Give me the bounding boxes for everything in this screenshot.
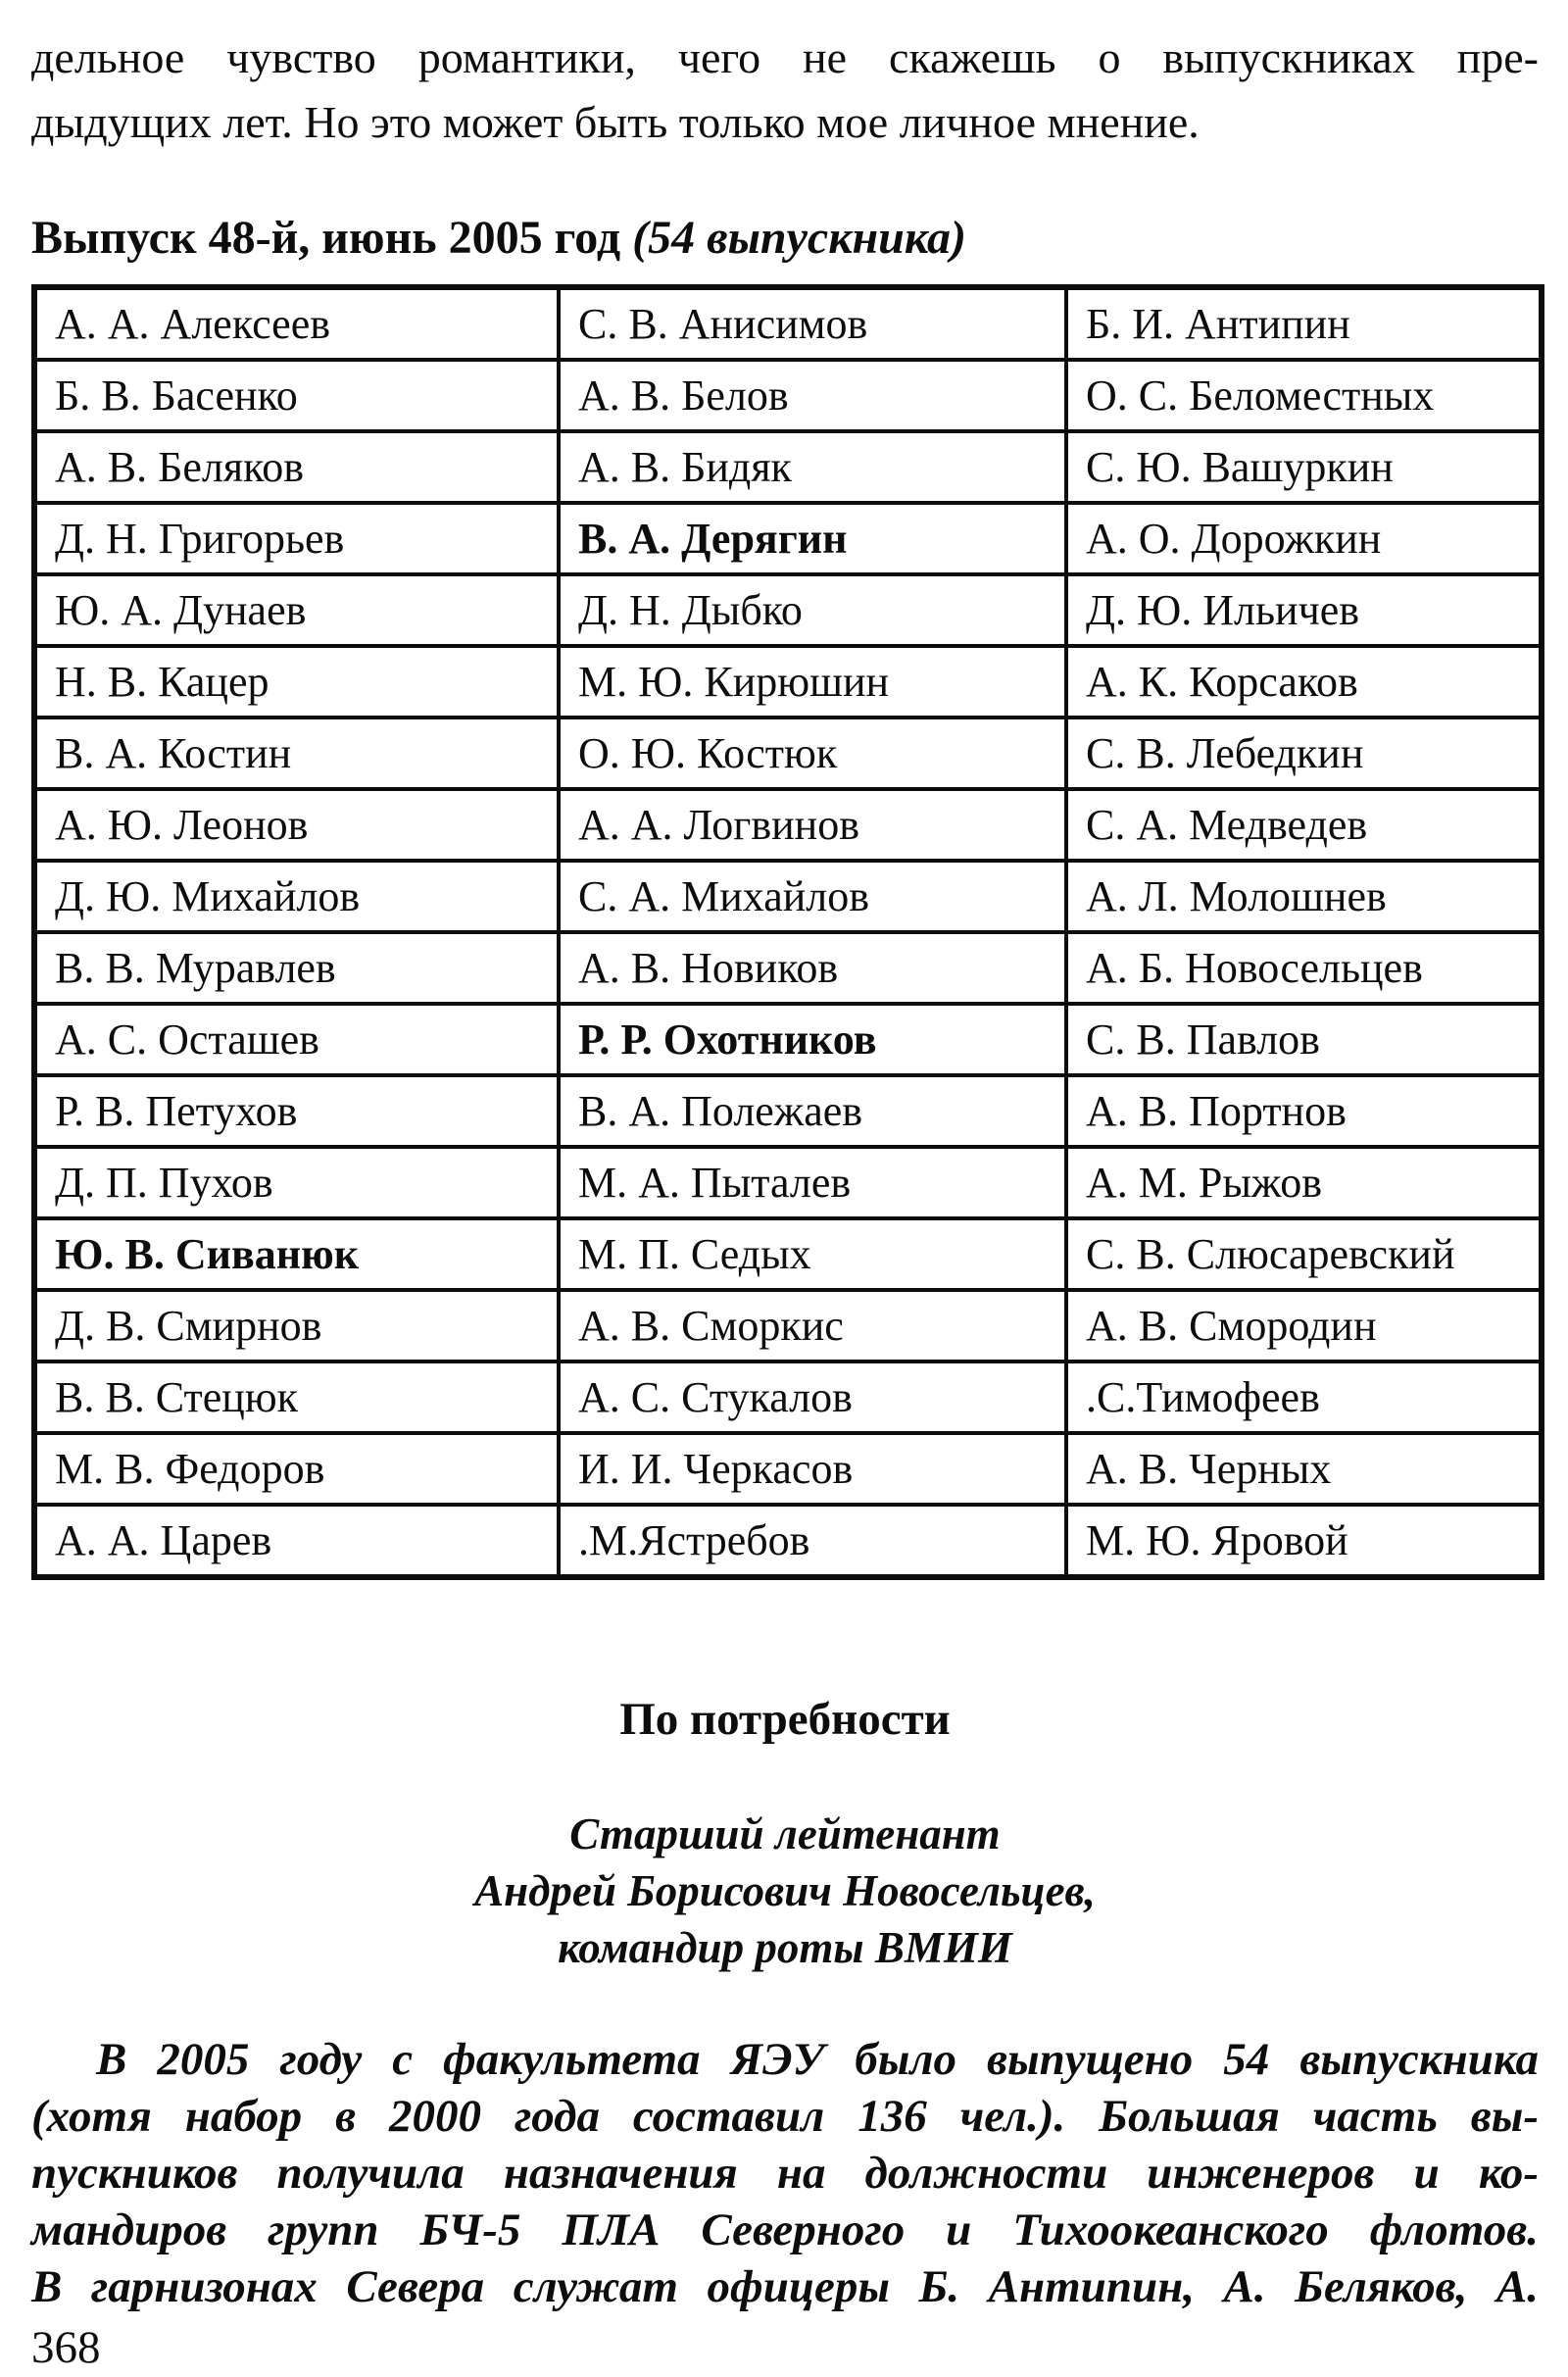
table-cell: Д. Ю. Михайлов bbox=[34, 861, 559, 932]
heading-graduate-count: (54 выпускника) bbox=[632, 212, 966, 264]
table-cell: И. И. Черкасов bbox=[559, 1433, 1066, 1505]
table-cell: Д. П. Пухов bbox=[34, 1147, 559, 1218]
outro-line-4: мандиров групп БЧ-5 ПЛА Северного и Тихоокеанского флотов. bbox=[31, 2204, 1539, 2255]
table-cell: Д. Н. Григорьев bbox=[34, 503, 559, 574]
table-cell: А. А. Алексеев bbox=[34, 287, 559, 360]
table-cell: С. А. Михайлов bbox=[559, 861, 1066, 932]
table-cell: Ю. А. Дунаев bbox=[34, 574, 559, 646]
table-cell: А. В. Портнов bbox=[1066, 1075, 1542, 1147]
table-row bbox=[34, 789, 1542, 861]
table-cell: А. А. Царев bbox=[34, 1505, 559, 1577]
table-cell: М. В. Федоров bbox=[34, 1433, 559, 1505]
signature-title: командир роты ВМИИ bbox=[558, 1923, 1012, 1972]
table-cell: С. В. Слюсаревский bbox=[1066, 1218, 1542, 1290]
outro-line-1: В 2005 году с факультета ЯЭУ было выпущено 54 выпускника bbox=[96, 2034, 1539, 2085]
table-row bbox=[34, 287, 1542, 360]
table-cell: В. В. Стецюк bbox=[34, 1362, 559, 1433]
intro-line-2: дыдущих лет. Но это может быть только мое личное мнение. bbox=[31, 97, 1200, 147]
table-cell: М. Ю. Кирюшин bbox=[559, 646, 1066, 718]
table-cell: А. А. Логвинов bbox=[559, 789, 1066, 861]
table-cell: А. В. Сморкис bbox=[559, 1290, 1066, 1362]
table-row bbox=[34, 503, 1542, 574]
table-cell: А. Б. Новосельцев bbox=[1066, 932, 1542, 1004]
table-cell: Д. В. Смирнов bbox=[34, 1290, 559, 1362]
subheading: По потребности bbox=[619, 1694, 951, 1745]
table-cell: Д. Ю. Ильичев bbox=[1066, 574, 1542, 646]
table-cell: Р. В. Петухов bbox=[34, 1075, 559, 1147]
table-cell: Ю. В. Сиванюк bbox=[34, 1218, 559, 1290]
table-cell: А. В. Белов bbox=[559, 360, 1066, 431]
page-number: 368 bbox=[31, 2322, 101, 2373]
table-cell: А. В. Беляков bbox=[34, 431, 559, 503]
table-row bbox=[34, 360, 1542, 431]
outro-paragraph bbox=[31, 2031, 1539, 2315]
table-cell: Б. В. Басенко bbox=[34, 360, 559, 431]
table-cell: А. Л. Молошнев bbox=[1066, 861, 1542, 932]
table-cell: С. А. Медведев bbox=[1066, 789, 1542, 861]
heading-main-text: Выпуск 48-й, июнь 2005 год bbox=[31, 212, 633, 264]
table-cell: А. С. Стукалов bbox=[559, 1362, 1066, 1433]
table-cell: С. В. Павлов bbox=[1066, 1004, 1542, 1075]
table-cell: Н. В. Кацер bbox=[34, 646, 559, 718]
table-cell: М. П. Седых bbox=[559, 1218, 1066, 1290]
table-row bbox=[34, 1362, 1542, 1433]
signature-name: Андрей Борисович Новосельцев, bbox=[474, 1866, 1096, 1915]
table-cell: В. В. Муравлев bbox=[34, 932, 559, 1004]
table-cell: В. А. Дерягин bbox=[559, 503, 1066, 574]
outro-line-2: (хотя набор в 2000 года составил 136 чел.). Большая часть вы- bbox=[31, 2091, 1539, 2142]
table-cell: А. М. Рыжов bbox=[1066, 1147, 1542, 1218]
section-heading bbox=[31, 212, 1539, 265]
graduates-table-body bbox=[34, 287, 1542, 1577]
table-cell: А. В. Черных bbox=[1066, 1433, 1542, 1505]
table-cell: А. Ю. Леонов bbox=[34, 789, 559, 861]
intro-paragraph bbox=[31, 25, 1539, 155]
table-cell: В. А. Полежаев bbox=[559, 1075, 1066, 1147]
table-cell: А. В. Новиков bbox=[559, 932, 1066, 1004]
table-cell: Р. Р. Охотников bbox=[559, 1004, 1066, 1075]
table-cell: .М.Ястребов bbox=[559, 1505, 1066, 1577]
table-cell: А. О. Дорожкин bbox=[1066, 503, 1542, 574]
table-row bbox=[34, 1075, 1542, 1147]
table-row bbox=[34, 1433, 1542, 1505]
table-cell: .С.Тимофеев bbox=[1066, 1362, 1542, 1433]
table-cell: Б. И. Антипин bbox=[1066, 287, 1542, 360]
signature-rank: Старший лейтенант bbox=[569, 1809, 1001, 1858]
table-cell: В. А. Костин bbox=[34, 718, 559, 789]
table-row bbox=[34, 574, 1542, 646]
table-row bbox=[34, 1290, 1542, 1362]
table-row bbox=[34, 861, 1542, 932]
outro-line-3: пускников получила назначения на должности инженеров и ко- bbox=[31, 2148, 1539, 2199]
table-cell: О. Ю. Костюк bbox=[559, 718, 1066, 789]
table-cell: А. В. Бидяк bbox=[559, 431, 1066, 503]
table-cell: А. С. Осташев bbox=[34, 1004, 559, 1075]
table-row bbox=[34, 646, 1542, 718]
table-cell: М. А. Пыталев bbox=[559, 1147, 1066, 1218]
table-row bbox=[34, 1505, 1542, 1577]
table-row bbox=[34, 1147, 1542, 1218]
outro-line-5: В гарнизонах Севера служат офицеры Б. Антипин, А. Беляков, А. bbox=[31, 2261, 1539, 2312]
table-cell: А. В. Смородин bbox=[1066, 1290, 1542, 1362]
table-cell: Д. Н. Дыбко bbox=[559, 574, 1066, 646]
table-row bbox=[34, 1218, 1542, 1290]
table-cell: С. Ю. Вашуркин bbox=[1066, 431, 1542, 503]
table-cell: А. К. Корсаков bbox=[1066, 646, 1542, 718]
table-row bbox=[34, 431, 1542, 503]
signature-block bbox=[31, 1806, 1539, 1976]
graduates-table bbox=[31, 284, 1544, 1580]
table-cell: С. В. Анисимов bbox=[559, 287, 1066, 360]
table-row bbox=[34, 1004, 1542, 1075]
intro-line-1: дельное чувство романтики, чего не скажешь о выпускниках пре- bbox=[31, 32, 1539, 82]
table-cell: О. С. Беломестных bbox=[1066, 360, 1542, 431]
table-cell: М. Ю. Яровой bbox=[1066, 1505, 1542, 1577]
table-row bbox=[34, 718, 1542, 789]
table-row bbox=[34, 932, 1542, 1004]
table-cell: С. В. Лебедкин bbox=[1066, 718, 1542, 789]
